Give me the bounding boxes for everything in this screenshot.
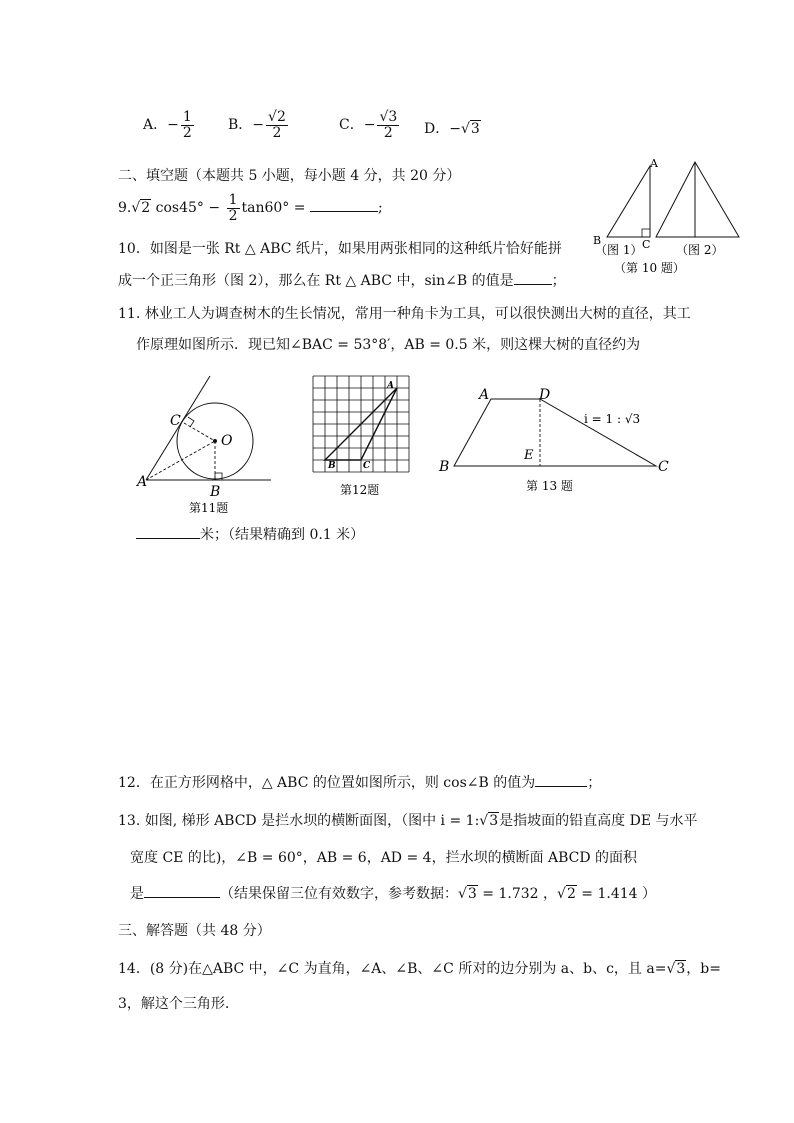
fraction: $\frac{1}{2}$ xyxy=(182,109,192,141)
oc-dashed xyxy=(184,423,215,441)
answer-blank[interactable] xyxy=(144,897,220,898)
section-3-heading: 三、解答题（共 48 分） xyxy=(118,923,271,939)
fraction: $\frac{1}{2}$ xyxy=(228,192,238,224)
question-11-line2: 作原理如图所示．现已知∠BAC = 53°8′，AB = 0.5 米，则这棵大树的直径约为 xyxy=(136,337,641,353)
figure-12 xyxy=(310,372,414,502)
question-13-line3: 是 （结果保留三位有效数字，参考数据：√3 = 1.732 ，√2 = 1.414 ） xyxy=(130,886,657,902)
slope-label: i = 1 : √3 xyxy=(584,412,641,426)
question-10-line2: 成一个正三角形（图 2），那么在 Rt △ ABC 中，sin∠B 的值是 ； xyxy=(118,273,566,289)
answer-blank[interactable] xyxy=(535,786,587,787)
label-b: B xyxy=(593,234,602,247)
label-b: B xyxy=(210,484,221,500)
fig12-caption: 第12题 xyxy=(340,483,380,497)
label-c: C xyxy=(642,238,651,251)
fraction: $\frac{√2}{2}$ xyxy=(268,109,286,141)
trapezoid-abcd xyxy=(454,399,656,466)
question-12: 12．在正方形网格中，△ ABC 的位置如图所示，则 cos∠B 的值为 ； xyxy=(118,775,602,791)
option-d: D．−√3 xyxy=(424,121,480,137)
fig1-label: （图 1） xyxy=(595,243,643,257)
fig2-label: （图 2） xyxy=(676,243,724,257)
label-c: C xyxy=(170,413,181,429)
option-a: A．− $\frac{1}{2}$ xyxy=(143,109,192,141)
figure-13 xyxy=(436,384,676,496)
label-a: A xyxy=(650,157,658,170)
question-13-line2: 宽度 CE 的比)，∠B = 60°，AB = 6，AD = 4，拦水坝的横断面 ABCD 的面积 xyxy=(130,850,638,866)
label-e: E xyxy=(524,448,534,463)
fig13-caption: 第 13 题 xyxy=(526,479,573,493)
right-triangle-fig1 xyxy=(607,166,650,237)
answer-blank[interactable] xyxy=(136,538,200,539)
question-14-line1: 14．(8 分)在△ABC 中，∠C 为直角，∠A、∠B、∠C 所对的边分别为 a、b、c，且 a=√3，b= xyxy=(118,961,721,977)
question-10-line1: 10．如图是一张 Rt △ ABC 纸片，如果用两张相同的这种纸片恰好能拼 xyxy=(118,241,562,257)
fig11-caption: 第11题 xyxy=(189,501,229,515)
question-13-line1: 13. 如图, 梯形 ABCD 是拦水坝的横断面图，（图中 i = 1:√3是指坡面的铅直高度 DE 与水平 xyxy=(118,813,698,829)
label-c: C xyxy=(363,461,371,471)
label-c: C xyxy=(658,459,669,475)
option-c: C．− $\frac{√3}{2}$ xyxy=(339,109,398,141)
label-b: B xyxy=(439,459,450,475)
label-a: A xyxy=(387,381,394,391)
equilateral-triangle-fig2 xyxy=(656,162,739,237)
figure-11 xyxy=(134,372,282,520)
answer-blank[interactable] xyxy=(310,211,378,212)
section-2-heading: 二、填空题（本题共 5 小题，每小题 4 分，共 20 分） xyxy=(118,168,461,184)
answer-blank[interactable] xyxy=(514,284,552,285)
label-a: A xyxy=(479,387,490,403)
label-d: D xyxy=(539,387,551,403)
oa-dashed xyxy=(146,441,215,480)
question-11-line3: 米；（结果精确到 0.1 米） xyxy=(136,524,364,544)
center-point xyxy=(213,439,217,443)
label-a: A xyxy=(137,474,148,490)
question-14-line2: 3，解这个三角形. xyxy=(118,996,230,1012)
question-11-line1: 11. 林业工人为调查树木的生长情况，常用一种角卡为工具，可以很快测出大树的直径，其工 xyxy=(118,306,691,322)
label-b: B xyxy=(328,461,336,471)
option-b: B．− $\frac{√2}{2}$ xyxy=(228,109,286,141)
fraction: $\frac{√3}{2}$ xyxy=(379,109,398,141)
fig10-caption: （第 10 题） xyxy=(614,261,685,275)
figure-10 xyxy=(588,156,748,280)
question-9: 9.√2 cos45° − $\frac{1}{2}$ tan60° = ; xyxy=(118,192,383,224)
right-angle-marker xyxy=(642,229,650,237)
label-o: O xyxy=(221,433,233,449)
